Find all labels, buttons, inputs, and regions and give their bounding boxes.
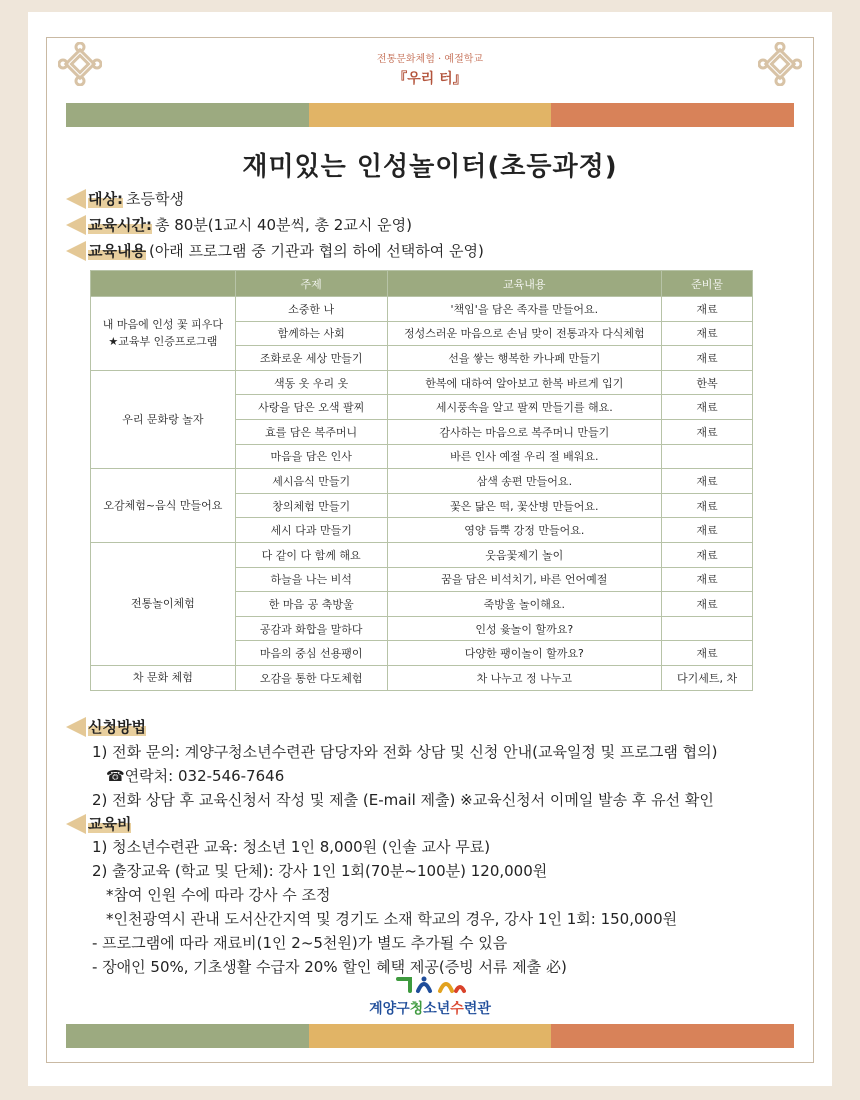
content-cell: 선을 쌓는 행복한 카나페 만들기	[387, 346, 662, 371]
material-cell: 재료	[662, 321, 753, 346]
fee-dash-2: - 장애인 50%, 기초생활 수급자 20% 할인 혜택 제공(증빙 서류 제출 必)	[92, 958, 567, 976]
category-cell: 전통놀이체험	[91, 542, 236, 665]
material-cell	[662, 444, 753, 469]
page-title: 재미있는 인성놀이터(초등과정)	[242, 152, 618, 182]
fee-line-1: 1) 청소년수련관 교육: 청소년 1인 8,000원 (인솔 교사 무료)	[92, 838, 491, 856]
content-cell: 영양 듬뿍 강정 만들어요.	[387, 518, 662, 543]
content-cell: 꿈을 담은 비석치기, 바른 언어예절	[387, 567, 662, 592]
material-cell: 재료	[662, 542, 753, 567]
content-cell: 세시풍속을 알고 팔찌 만들기를 해요.	[387, 395, 662, 420]
table-row	[91, 469, 753, 494]
content-cell: 인성 윷놀이 할까요?	[387, 616, 662, 641]
material-cell: 재료	[662, 297, 753, 322]
column-header: 교육내용	[387, 271, 662, 297]
category-cell: 내 마음에 인성 꽃 피우다 ★교육부 인증프로그램	[91, 297, 236, 371]
content-cell: 꽃은 닮은 떡, 꽃산병 만들어요.	[387, 493, 662, 518]
content-value: (아래 프로그램 중 기관과 협의 하에 선택하여 운영)	[148, 242, 484, 260]
topic-cell: 공감과 화합을 말하다	[235, 616, 387, 641]
material-cell: 재료	[662, 567, 753, 592]
content-cell: 감사하는 마음으로 복주머니 만들기	[387, 419, 662, 444]
content-cell: 삼색 송편 만들어요.	[387, 469, 662, 494]
apply-contact: ☎연락처: 032-546-7646	[106, 767, 285, 785]
time-value: 총 80분(1교시 40분씩, 총 2교시 운영)	[154, 216, 412, 234]
material-cell	[662, 616, 753, 641]
material-cell: 재료	[662, 419, 753, 444]
table-row	[91, 542, 753, 567]
youth-center-logo-icon	[394, 975, 466, 995]
fee-heading	[66, 813, 134, 834]
bottom-color-bar	[66, 1024, 794, 1048]
top-color-bar	[66, 103, 794, 127]
fee-line-2: 2) 출장교육 (학교 및 단체): 강사 1인 1회(70분~100분) 120,000원	[92, 862, 548, 880]
material-cell: 재료	[662, 518, 753, 543]
content-cell: 바른 인사 예절 우리 절 배워요.	[387, 444, 662, 469]
apply-label: 신청방법	[66, 716, 149, 737]
topic-cell: 하늘을 나는 비석	[235, 567, 387, 592]
column-header: 준비물	[662, 271, 753, 297]
topic-cell: 한 마음 공 축방울	[235, 592, 387, 617]
content-label: 교육내용	[66, 240, 149, 261]
content-cell: 정성스러운 마음으로 손님 맞이 전통과자 다식체험	[387, 321, 662, 346]
apply-heading	[66, 716, 149, 737]
time-label: 교육시간:	[66, 214, 155, 235]
material-cell: 재료	[662, 641, 753, 666]
topic-cell: 함께하는 사회	[235, 321, 387, 346]
material-cell: 재료	[662, 592, 753, 617]
topic-cell: 소중한 나	[235, 297, 387, 322]
category-cell: 오감체험~음식 만들어요	[91, 469, 236, 543]
content-line	[66, 240, 484, 261]
program-table	[90, 270, 753, 691]
content-cell: 차 나누고 정 나누고	[387, 665, 662, 690]
fee-dash-1: - 프로그램에 따라 재료비(1인 2~5천원)가 별도 추가될 수 있음	[92, 934, 508, 952]
apply-line-1: 1) 전화 문의: 계양구청소년수련관 담당자와 전화 상담 및 신청 안내(교육일정 및 프로그램 협의)	[92, 743, 718, 761]
topic-cell: 세시음식 만들기	[235, 469, 387, 494]
table-row	[91, 665, 753, 690]
fee-note-2: *인천광역시 관내 도서산간지역 및 경기도 소재 학교의 경우, 강사 1인 1회: 150,000원	[106, 910, 678, 928]
column-header: 주제	[235, 271, 387, 297]
content-cell: 한복에 대하여 알아보고 한복 바르게 입기	[387, 370, 662, 395]
fee-note-1: *참여 인원 수에 따라 강사 수 조정	[106, 886, 331, 904]
content-cell: 웃음꽃제기 놀이	[387, 542, 662, 567]
table-row	[91, 297, 753, 322]
topic-cell: 색동 옷 우리 옷	[235, 370, 387, 395]
topic-cell: 다 같이 다 함께 해요	[235, 542, 387, 567]
topic-cell: 마음을 담은 인사	[235, 444, 387, 469]
apply-line-2: 2) 전화 상담 후 교육신청서 작성 및 제출 (E-mail 제출) ※교육신청서 이메일 발송 후 유선 확인	[92, 791, 714, 809]
fee-label: 교육비	[66, 813, 134, 834]
material-cell: 재료	[662, 346, 753, 371]
time-line	[66, 214, 412, 235]
topic-cell: 세시 다과 만들기	[235, 518, 387, 543]
content-cell: 다양한 팽이놀이 할까요?	[387, 641, 662, 666]
topic-cell: 마음의 중심 선용팽이	[235, 641, 387, 666]
topic-cell: 조화로운 세상 만들기	[235, 346, 387, 371]
category-cell: 차 문화 체험	[91, 665, 236, 690]
material-cell: 재료	[662, 469, 753, 494]
target-label: 대상:	[66, 188, 126, 209]
target-line	[66, 188, 184, 209]
topic-cell: 효를 담은 복주머니	[235, 419, 387, 444]
header-program-name: 『우리 터』	[393, 71, 467, 87]
youth-center-logo-text: 계양구청소년수련관	[369, 1001, 491, 1017]
category-cell: 우리 문화랑 놀자	[91, 370, 236, 468]
table-header-row	[91, 271, 753, 297]
topic-cell: 사랑을 담은 오색 팔찌	[235, 395, 387, 420]
header-subtitle: 전통문화체험 · 예절학교	[376, 54, 484, 65]
topic-cell: 오감을 통한 다도체험	[235, 665, 387, 690]
material-cell: 재료	[662, 395, 753, 420]
material-cell: 재료	[662, 493, 753, 518]
target-value: 초등학생	[125, 190, 184, 208]
topic-cell: 창의체험 만들기	[235, 493, 387, 518]
content-cell: 죽방울 놀이해요.	[387, 592, 662, 617]
table-row	[91, 370, 753, 395]
material-cell: 다기세트, 차	[662, 665, 753, 690]
material-cell: 한복	[662, 370, 753, 395]
content-cell: '책임'을 담은 족자를 만들어요.	[387, 297, 662, 322]
column-header	[91, 271, 236, 297]
